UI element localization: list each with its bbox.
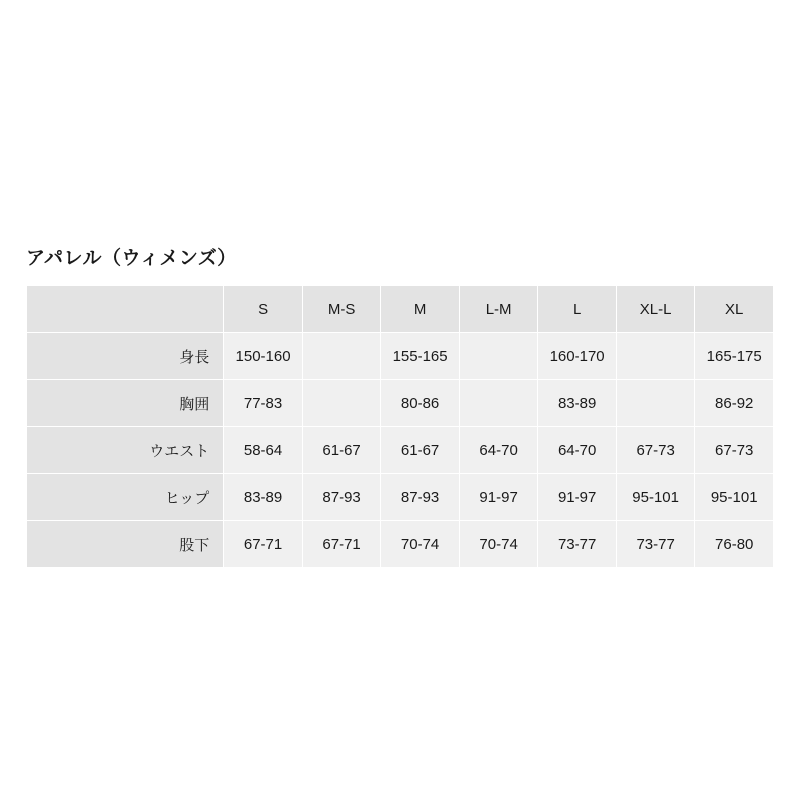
cell-height-lm xyxy=(459,333,538,380)
table-header xyxy=(27,286,774,333)
column-header-l: L xyxy=(538,286,617,333)
cell-waist-m: 61-67 xyxy=(381,427,460,474)
cell-hip-xl: 95-101 xyxy=(695,474,774,521)
cell-inseam-xl: 76-80 xyxy=(695,521,774,568)
cell-bust-l: 83-89 xyxy=(538,380,617,427)
cell-waist-s: 58-64 xyxy=(224,427,303,474)
column-header-xl: XL xyxy=(695,286,774,333)
cell-height-s: 150-160 xyxy=(224,333,303,380)
column-header-xll: XL-L xyxy=(616,286,695,333)
cell-height-ms xyxy=(302,333,381,380)
page-title: アパレル（ウィメンズ） xyxy=(26,248,237,269)
table-corner-cell xyxy=(27,286,224,333)
size-table-container xyxy=(26,285,774,568)
table-body xyxy=(27,333,774,568)
row-label-bust: 胸囲 xyxy=(27,380,224,427)
table-row xyxy=(27,380,774,427)
column-header-ms: M-S xyxy=(302,286,381,333)
cell-waist-lm: 64-70 xyxy=(459,427,538,474)
cell-bust-xl: 86-92 xyxy=(695,380,774,427)
cell-waist-xll: 67-73 xyxy=(616,427,695,474)
cell-hip-lm: 91-97 xyxy=(459,474,538,521)
cell-inseam-m: 70-74 xyxy=(381,521,460,568)
cell-inseam-lm: 70-74 xyxy=(459,521,538,568)
table-row xyxy=(27,333,774,380)
column-header-m: M xyxy=(381,286,460,333)
cell-height-xl: 165-175 xyxy=(695,333,774,380)
cell-inseam-s: 67-71 xyxy=(224,521,303,568)
cell-height-m: 155-165 xyxy=(381,333,460,380)
cell-waist-xl: 67-73 xyxy=(695,427,774,474)
cell-bust-xll xyxy=(616,380,695,427)
cell-height-l: 160-170 xyxy=(538,333,617,380)
table-header-row xyxy=(27,286,774,333)
row-label-waist: ウエスト xyxy=(27,427,224,474)
cell-height-xll xyxy=(616,333,695,380)
column-header-s: S xyxy=(224,286,303,333)
row-label-height: 身長 xyxy=(27,333,224,380)
cell-inseam-ms: 67-71 xyxy=(302,521,381,568)
cell-hip-ms: 87-93 xyxy=(302,474,381,521)
size-table xyxy=(26,285,774,568)
cell-hip-m: 87-93 xyxy=(381,474,460,521)
cell-waist-ms: 61-67 xyxy=(302,427,381,474)
cell-bust-s: 77-83 xyxy=(224,380,303,427)
cell-bust-ms xyxy=(302,380,381,427)
cell-hip-xll: 95-101 xyxy=(616,474,695,521)
cell-waist-l: 64-70 xyxy=(538,427,617,474)
cell-hip-s: 83-89 xyxy=(224,474,303,521)
table-row xyxy=(27,521,774,568)
column-header-lm: L-M xyxy=(459,286,538,333)
cell-bust-m: 80-86 xyxy=(381,380,460,427)
cell-inseam-xll: 73-77 xyxy=(616,521,695,568)
cell-bust-lm xyxy=(459,380,538,427)
row-label-inseam: 股下 xyxy=(27,521,224,568)
cell-hip-l: 91-97 xyxy=(538,474,617,521)
row-label-hip: ヒップ xyxy=(27,474,224,521)
table-row xyxy=(27,474,774,521)
cell-inseam-l: 73-77 xyxy=(538,521,617,568)
table-row xyxy=(27,427,774,474)
